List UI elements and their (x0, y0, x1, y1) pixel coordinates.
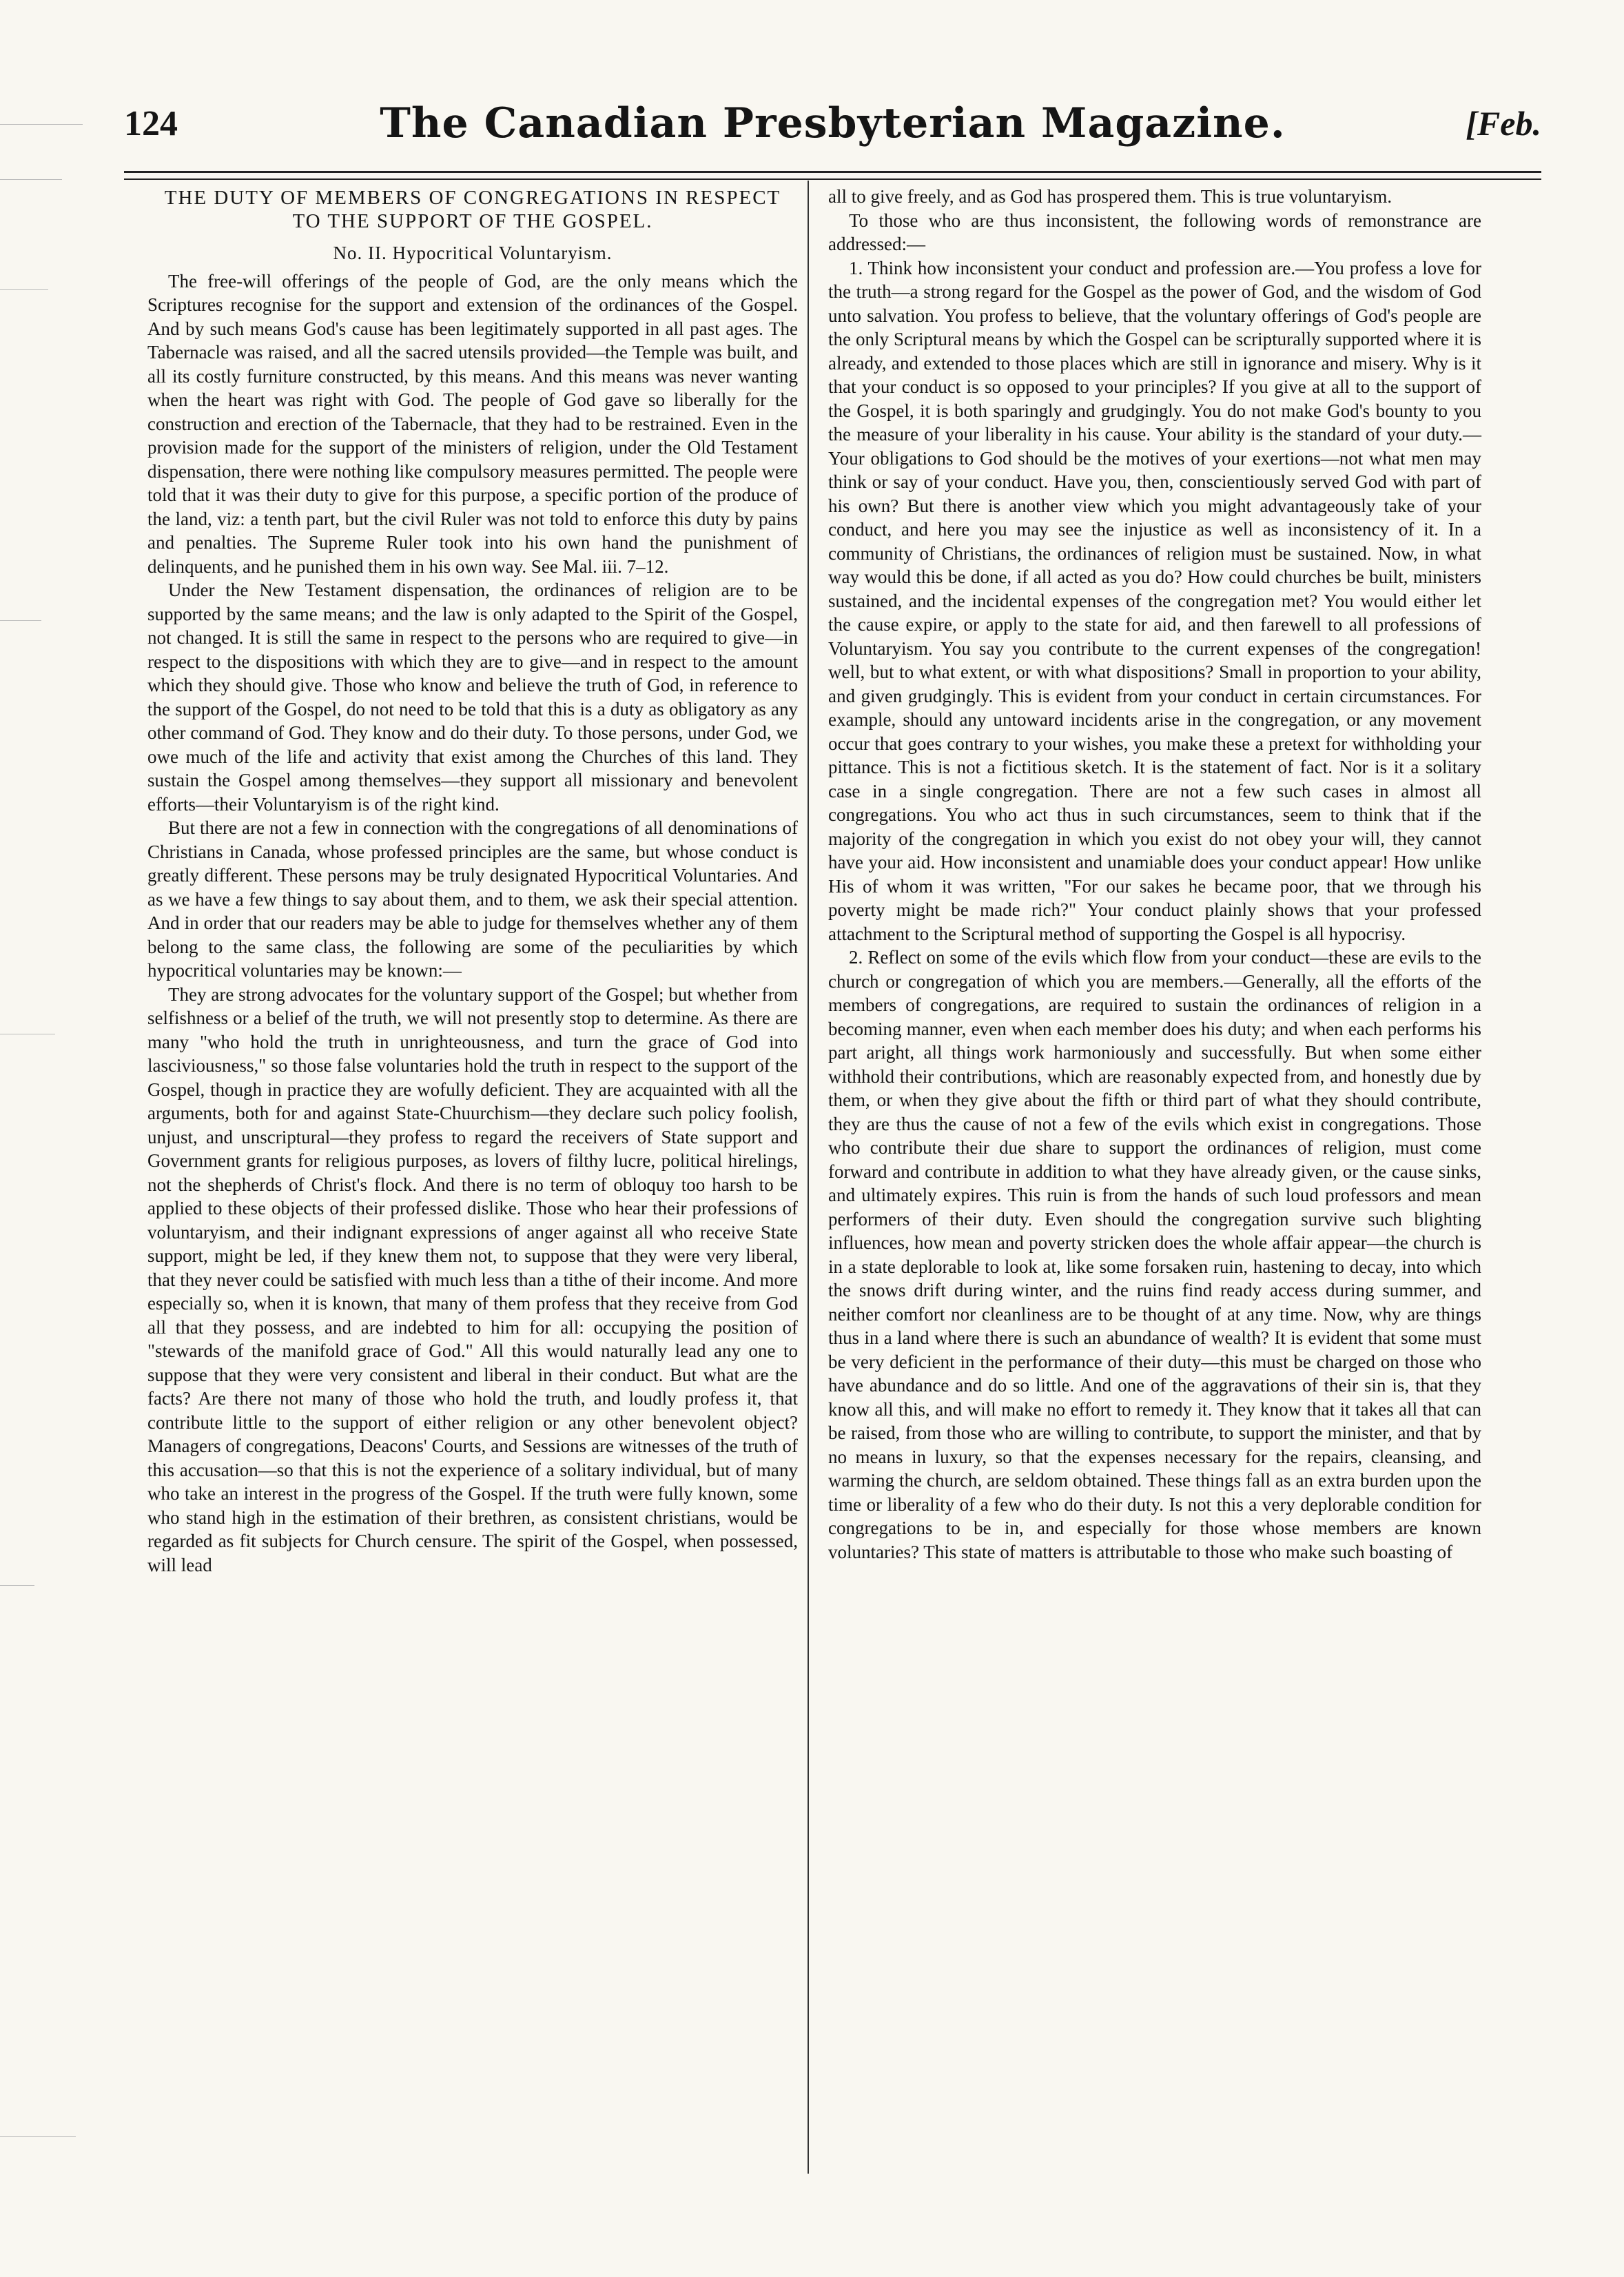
issue-month: [Feb. (1466, 104, 1541, 143)
scan-gutter-marks (0, 0, 103, 2277)
column-divider (808, 181, 809, 2174)
running-title: The Canadian Presbyterian Magazine. (380, 99, 1286, 147)
paragraph: 1. Think how inconsistent your conduct and profession are.—You profess a love for the truth—a strong regard for the Gospel as the power of God, and the wisdom of God unto salvation. You profess to believe, that the voluntary offerings of God's people are the only Scriptural means by which the Gospel can be scripturally supported where it is already, and extended to those places which are still in ignorance and misery. Why is it that your conduct is so opposed to your principles? If you give at all to the support of the Gospel, it is both sparingly and grudgingly. You do not make God's bounty to you the measure of your liberality in his cause. Your ability is the standard of your duty.—Your obligations to God should be the motives of your exertions—not what men may think or say of your conduct. Have you, then, conscientiously served God with part of his own? But there is another view which you might advantageously take of your conduct, and here you may see the injustice as well as inconsistency of it. In a community of Christians, the ordinances of religion must be sustained. Now, in what way would this be done, if all acted as you do? How could churches be built, ministers sustained, and the incidental expenses of the congregation met? You would either let the cause expire, or apply to the state for aid, and then farewell to all professions of Voluntaryism. You say you contribute to the current expenses of the congregation! well, but to what extent, or with what dispositions? Small in proportion to your ability, and given grudgingly. This is evident from your conduct in certain circumstances. For example, should any untoward incidents arise in the congregation, or any movement occur that goes contrary to your wishes, you make these a pretext for withholding your pittance. This is not a fictitious sketch. It is the statement of fact. Nor is it a solitary case in a single congregation. There are not a few such cases in almost all congregations. You who act thus in such circumstances, seem to think that if the majority of the congregation in which you exist do not obey your will, they cannot have your aid. How inconsistent and unamiable does your conduct appear! How unlike His of whom it was written, "For our sakes he became poor, that we through his poverty might be made rich?" Your conduct plainly shows that your professed attachment to the Scriptural method of supporting the Gospel is all hypocrisy. (828, 257, 1481, 944)
paragraph: To those who are thus inconsistent, the following words of remonstrance are addressed:— (828, 210, 1481, 254)
paragraph: But there are not a few in connection with the congregations of all denominations of Christians in Canada, whose professed principles are the same, but whose conduct is greatly different. These persons may be truly designated Hypocritical Voluntaries. And as we have a few things to say about them, and to them, we ask their special attention. And in order that our readers may be able to judge for themselves whether any of them belong to the same class, the following are some of the peculiarities by which hypocritical voluntaries may be known:— (147, 817, 798, 981)
page-number: 124 (124, 104, 178, 143)
left-column (147, 185, 798, 1577)
header-rule (124, 171, 1541, 180)
right-column (828, 185, 1481, 1564)
paragraph: all to give freely, and as God has prospered them. This is true voluntaryism. (828, 186, 1392, 207)
paragraph: They are strong advocates for the voluntary support of the Gospel; but whether from selfishness or a belief of the truth, we will not presently stop to determine. As there are many "who hold the truth in unrighteousness, and turn the grace of God into lasciviousness," so those false voluntaries hold the truth in respect to the support of the Gospel, though in practice they are wofully deficient. They are acquainted with all the arguments, both for and against State-Chuurchism—they declare such policy foolish, unjust, and unscriptural—they profess to regard the receivers of State support and Government grants for religious purposes, as lovers of filthy lucre, political hirelings, not the shepherds of Christ's flock. And there is no term of obloquy too harsh to be applied to these objects of their professed dislike. Those who hear their professions of voluntaryism, and their indignant expressions of anger against all who receive State support, might be led, if they knew them not, to suppose that they were very liberal, that they never could be satisfied with much less than a tithe of their income. And more especially so, when it is known, that many of them profess that they receive from God all that they possess, and are indebted to him for all: occupying the position of "stewards of the manifold grace of God." All this would naturally lead any one to suppose that they were very consistent and liberal in their conduct. But what are the facts? Are there not many of those who hold the truth, and loudly profess it, that contribute little to the support of either religion or any other benevolent object? Managers of congregations, Deacons' Courts, and Sessions are witnesses of the truth of this accusation—so that this is not the experience of a solitary individual, but of many who take an interest in the progress of the Gospel. If the truth were fully known, some who stand high in the estimation of their brethren, as consistent christians, would be regarded as fit subjects for Church censure. The spirit of the Gospel, when possessed, will lead (147, 983, 798, 1575)
article-subtitle: No. II. Hypocritical Voluntaryism. (333, 243, 613, 263)
page-header (124, 99, 1541, 172)
paragraph: 2. Reflect on some of the evils which flow from your conduct—these are evils to the church or congregation of which you are members.—Generally, all the efforts of the members of congregations, are required to sustain the ordinances of religion in a becoming manner, even when each member does his duty; and when each performs his part aright, all things work harmoniously and successfully. But when some either withhold their contributions, which are reasonably expected from, and honestly due by them, or when they give about the fifth or third part of what they should contribute, they are thus the cause of not a few of the evils which exist in congregations. Those who contribute their due share to support the ordinances of religion, must come forward and contribute in addition to what they have already given, or the cause sinks, and ultimately expires. This ruin is from the hands of such loud professors and mean performers of their duty. Even should the congregation survive such blighting influences, how mean and poverty stricken does the whole affair appear—the church is in a state deplorable to look at, like some forsaken ruin, hastening to decay, into which the snows drift during winter, and the ruins find ready access during summer, and neither comfort nor cleanliness are to be thought of at any time. Now, why are things thus in a land where there is such an abundance of wealth? It is evident that some must be very deficient in the performance of their duty—this must be charged on those who have abundance and do so little. And one of the aggravations of their sin is, that they know all this, and will make no effort to remedy it. They know that it takes all that can be raised, from those who are willing to contribute, to support the minister, and that by no means in luxury, so that the expenses necessary for the repairs, cleansing, and warming the church, are seldom obtained. These things fall as an extra burden upon the time or liberality of a few who do their duty. Is not this a very deplorable condition for congregations to be in, and especially for those whose members are known voluntaries? This state of matters is attributable to those who make such boasting of (828, 947, 1481, 1562)
article-title: THE DUTY OF MEMBERS OF CONGREGATIONS IN RESPECT TO THE SUPPORT OF THE GOSPEL. (164, 187, 781, 232)
paragraph: Under the New Testament dispensation, the ordinances of religion are to be supported by the same means; and the law is only adapted to the Spirit of the Gospel, not changed. It is still the same in respect to the persons who are required to give—in respect to the dispositions with which they are to give—and in respect to the amount which they should give. Those who know and believe the truth of God, in reference to the support of the Gospel, do not need to be told that this is a duty as obligatory as any other command of God. They know and do their duty. To those persons, under God, we owe much of the life and activity that exist among the Churches of this land. They sustain the Gospel among themselves—they support all missionary and benevolent efforts—their Voluntaryism is of the right kind. (147, 580, 798, 815)
paragraph: The free-will offerings of the people of God, are the only means which the Scriptures recognise for the support and extension of the ordinances of the Gospel. And by such means God's cause has been legitimately supported in all past ages. The Tabernacle was raised, and all the sacred utensils provided—the Temple was built, and all its costly furniture constructed, by this means. And this means was never wanting when the heart was right with God. The people of God gave so liberally for the construction and erection of the Tabernacle, that they had to be restrained. Even in the provision made for the support of the ministers of religion, under the Old Testament dispensation, there were nothing like compulsory measures permitted. The people were told that it was their duty to give for this purpose, a specific portion of the produce of the land, viz: a tenth part, but the civil Ruler was not told to enforce this duty by pains and penalties. The Supreme Ruler took into his own hand the punishment of delinquents, and he punished them in his own way. See Mal. iii. 7–12. (147, 270, 798, 577)
